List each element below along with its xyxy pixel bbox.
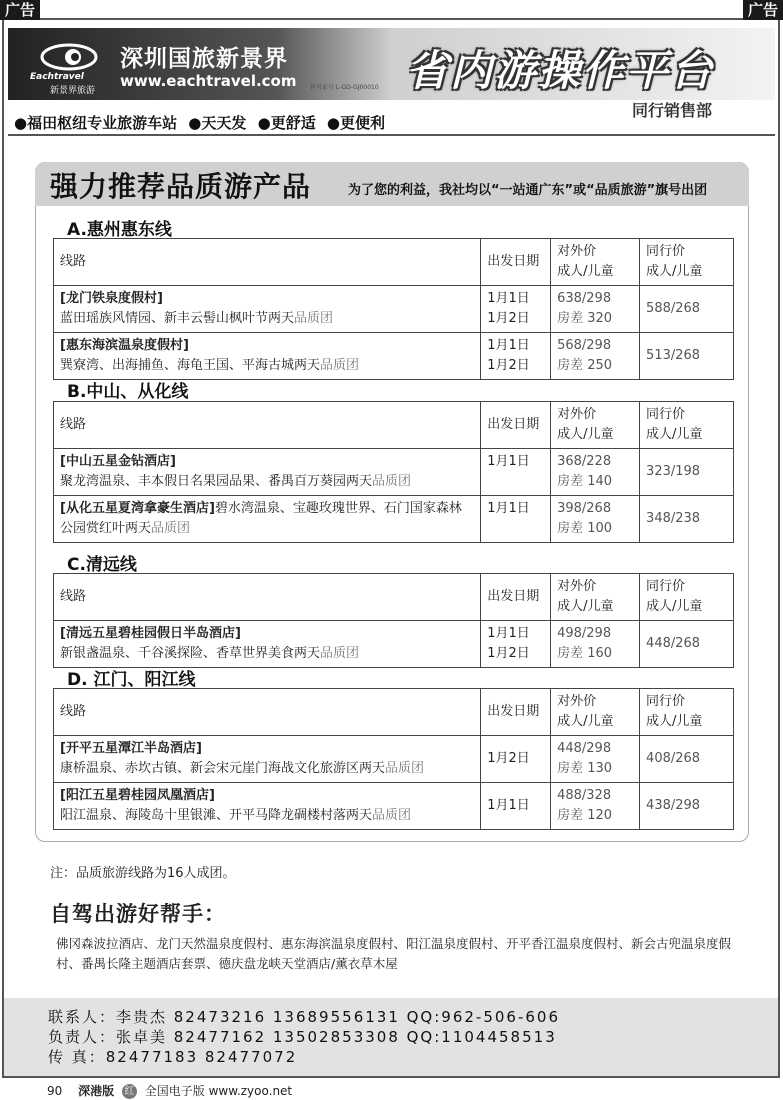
route-cell: [从化五星夏湾拿豪生酒店]碧水湾温泉、宝趣玫瑰世界、石门国家森林公园赏红叶两天品质团 <box>54 496 481 543</box>
peer-price-cell: 438/298 <box>640 783 734 830</box>
license-number: 许可证号 L-GD-GJ00010 <box>310 84 379 91</box>
header-peer-price: 同行价 成人/儿童 <box>640 574 734 621</box>
header-route: 线路 <box>54 574 481 621</box>
date-cell: 1月1日 <box>481 783 551 830</box>
route-table <box>53 401 734 543</box>
date-cell: 1月1日 <box>481 449 551 496</box>
contact-panel <box>4 998 778 1076</box>
brand-name: 深圳国旅新景界 <box>120 46 288 72</box>
peer-price-cell: 513/268 <box>640 333 734 380</box>
table-row <box>54 286 734 333</box>
header-public-price: 对外价 成人/儿童 <box>551 239 640 286</box>
table-row <box>54 621 734 668</box>
route-table <box>53 688 734 830</box>
header-date: 出发日期 <box>481 574 551 621</box>
page-footer <box>47 1082 292 1099</box>
self-drive-title: 自驾出游好帮手： <box>50 902 226 926</box>
section-title: A.惠州惠东线 <box>67 220 172 240</box>
route-cell: [开平五星潭江半岛酒店] 康桥温泉、赤坎古镇、新会宋元崖门海战文化旅游区两天品质团 <box>54 736 481 783</box>
public-price-cell: 498/298 房差 160 <box>551 621 640 668</box>
table-row <box>54 736 734 783</box>
header-route: 线路 <box>54 689 481 736</box>
table-row <box>54 449 734 496</box>
ad-tag-left: 广告 <box>0 0 40 20</box>
features-line: ●福田枢纽专业旅游车站 ●天天发 ●更舒适 ●更便利 <box>14 114 386 132</box>
route-cell: [中山五星金钻酒店] 聚龙湾温泉、丰本假日名果园品果、番禺百万葵园两天品质团 <box>54 449 481 496</box>
contact-line: 联系人：李贵杰 82473216 13689556131 QQ:962-506-606 <box>48 1008 561 1026</box>
public-price-cell: 488/328 房差 120 <box>551 783 640 830</box>
logo-cn: 新景界旅游 <box>50 86 96 96</box>
section-title: B.中山、从化线 <box>67 382 189 402</box>
date-cell: 1月1日 1月2日 <box>481 333 551 380</box>
peer-price-cell: 448/268 <box>640 621 734 668</box>
self-drive-hotels: 佛冈森波拉酒店、龙门天然温泉度假村、惠东海滨温泉度假村、阳江温泉度假村、开平香江温泉度假村、新会古兜温泉度假村、番禺长隆主题酒店套票、德庆盘龙峡天堂酒店/薰衣草木屋 <box>56 936 732 971</box>
peer-price-cell: 323/198 <box>640 449 734 496</box>
header-banner <box>8 28 775 100</box>
table-header-row <box>54 689 734 736</box>
public-price-cell: 448/298 房差 130 <box>551 736 640 783</box>
table-header-row <box>54 402 734 449</box>
ad-tag-right: 广告 <box>743 0 783 20</box>
site-label[interactable]: 全国电子版 www.zyoo.net <box>144 1084 293 1098</box>
header-date: 出发日期 <box>481 239 551 286</box>
peer-price-cell: 588/268 <box>640 286 734 333</box>
header-peer-price: 同行价 成人/儿童 <box>640 689 734 736</box>
peer-price-cell: 348/238 <box>640 496 734 543</box>
header-date: 出发日期 <box>481 689 551 736</box>
group-note: 注：品质旅游线路为16人成团。 <box>50 866 236 881</box>
header-public-price: 对外价 成人/儿童 <box>551 689 640 736</box>
public-price-cell: 368/228 房差 140 <box>551 449 640 496</box>
route-table <box>53 238 734 380</box>
sales-dept: 同行销售部 <box>632 101 713 120</box>
header-public-price: 对外价 成人/儿童 <box>551 402 640 449</box>
route-cell: [龙门铁泉度假村] 蓝田瑶族风情园、新丰云髻山枫叶节两天品质团 <box>54 286 481 333</box>
table-row <box>54 333 734 380</box>
date-cell: 1月1日 1月2日 <box>481 621 551 668</box>
header-date: 出发日期 <box>481 402 551 449</box>
table-row <box>54 496 734 543</box>
table-row <box>54 783 734 830</box>
header-route: 线路 <box>54 239 481 286</box>
route-cell: [阳江五星碧桂园凤凰酒店] 阳江温泉、海陵岛十里银滩、开平马降龙碉楼村落两天品质团 <box>54 783 481 830</box>
edition-label: 深港版 <box>78 1084 115 1098</box>
public-price-cell: 638/298 房差 320 <box>551 286 640 333</box>
date-cell: 1月1日 <box>481 496 551 543</box>
manager-line: 负责人：张卓美 82477162 13502853308 QQ:1104458513 <box>48 1028 557 1046</box>
public-price-cell: 568/298 房差 250 <box>551 333 640 380</box>
table-header-row <box>54 574 734 621</box>
header-route: 线路 <box>54 402 481 449</box>
header-public-price: 对外价 成人/儿童 <box>551 574 640 621</box>
recommend-note: 为了您的利益，我社均以“一站通广东”或“品质旅游”旗号出团 <box>348 183 708 198</box>
table-header-row <box>54 239 734 286</box>
date-cell: 1月1日 1月2日 <box>481 286 551 333</box>
fax-line: 传 真：82477183 82477072 <box>48 1048 298 1066</box>
seal-icon: 红 <box>122 1084 137 1099</box>
date-cell: 1月2日 <box>481 736 551 783</box>
section-title: C.清远线 <box>67 555 137 575</box>
route-cell: [清远五星碧桂园假日半岛酒店] 新银盏温泉、千谷溪探险、香草世界美食两天品质团 <box>54 621 481 668</box>
logo-en: Eachtravel <box>30 72 84 82</box>
recommend-title: 强力推荐品质游产品 <box>50 170 312 203</box>
route-table <box>53 573 734 668</box>
page-number: 90 <box>47 1084 63 1098</box>
header-peer-price: 同行价 成人/儿童 <box>640 402 734 449</box>
platform-title: 省内游操作平台 <box>406 46 715 95</box>
brand-url[interactable]: www.eachtravel.com <box>120 72 297 90</box>
section-title: D. 江门、阳江线 <box>67 670 196 690</box>
header-divider <box>8 134 775 136</box>
public-price-cell: 398/268 房差 100 <box>551 496 640 543</box>
peer-price-cell: 408/268 <box>640 736 734 783</box>
header-peer-price: 同行价 成人/儿童 <box>640 239 734 286</box>
eye-logo-icon <box>40 42 98 72</box>
route-cell: [惠东海滨温泉度假村] 巽寮湾、出海捕鱼、海龟王国、平海古城两天品质团 <box>54 333 481 380</box>
